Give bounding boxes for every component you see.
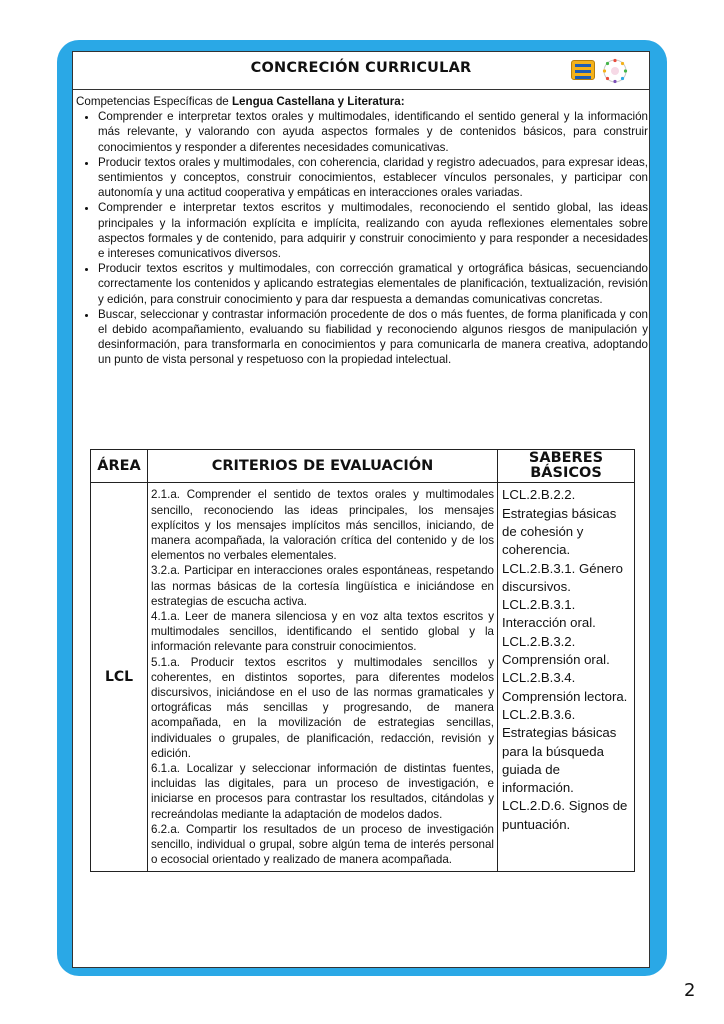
area-cell: LCL xyxy=(91,483,148,872)
list-item: • Buscar, seleccionar y contrastar información procedente de dos o más fuentes, de forma planificada y con el debido acompañamiento, evaluando su fiabilidad y reconociendo algunos riesgos de manipulación y desinformación, para transformarla en conocimientos y para comunicarla de manera creativa, adoptando un punto de vista personal y respetuoso con la propiedad intelectual. xyxy=(98,307,648,368)
saber-item: LCL.2.D.6. Signos de puntuación. xyxy=(502,798,628,832)
competencies-intro xyxy=(76,94,648,109)
table-row xyxy=(91,483,635,872)
header-saberes: SABERES BÁSICOS xyxy=(498,450,635,483)
saber-item: LCL.2.B.3.1. Interacción oral. xyxy=(502,597,596,631)
list-item: • Comprender e interpretar textos escritos y multimodales, reconociendo el sentido global, las ideas principales y la información explícita e implícita, realizando con ayuda reflexiones elementales sobre aspectos formales y de contenido, para adquirir y construir conocimiento y para responder a necesidades e intereses comunicativos diversos. xyxy=(98,200,648,261)
list-item: • Producir textos escritos y multimodales, con corrección gramatical y ortográfica básicas, secuenciando correctamente los contenidos y aplicando estrategias elementales de planificación, textualización, revisión y edición, para construir conocimiento y para dar respuesta a demandas comunicativas concretas. xyxy=(98,261,648,307)
intro-subject: Lengua Castellana y Literatura: xyxy=(231,95,405,108)
saber-item: LCL.2.B.2.2. Estrategias básicas de cohesión y coherencia. xyxy=(502,487,617,558)
criterion-item: 4.1.a. Leer de manera silenciosa y en voz alta textos escritos y multimodales sencillos, identificando el sentido global y la información relevante para construir conocimientos. xyxy=(151,610,494,654)
page-number: 2 xyxy=(684,980,696,1001)
saber-item: LCL.2.B.3.2. Comprensión oral. xyxy=(502,633,610,668)
criteria-table xyxy=(90,449,635,872)
criterion-item: 6.1.a. Localizar y seleccionar información de distintas fuentes, incluidas las digitales, para un proceso de investigación, e iniciarse en procesos para contrastar los resultados, citándolas y recreándolas mediante la adaptación de modelos dados. xyxy=(151,762,494,821)
page-title: CONCRECIÓN CURRICULAR xyxy=(250,60,472,76)
criterion-item: 5.1.a. Producir textos escritos y multimodales sencillos y coherentes, en distintos soportes, para diferentes modelos discursivos, iniciándose en el uso de las normas gramaticales y ortográficas más sencillas y progresando, de manera acompañada, en la movilización de estrategias sencillas, individuales o grupales, de planificación, redacción, revisión y edición. xyxy=(151,655,494,760)
list-item: • Producir textos orales y multimodales, con coherencia, claridad y registro adecuados, para expresar ideas, sentimientos y conceptos, construir conocimientos, establecer vínculos personales, y participar con autonomía y una actitud cooperativa y empáticas en interacciones orales variadas. xyxy=(98,155,648,201)
competencies-section xyxy=(76,94,648,368)
competencies-list xyxy=(76,109,648,367)
criterion-item: 2.1.a. Comprender el sentido de textos orales y multimodales sencillo, reconociendo las ideas principales, los mensajes explícitos y los mensajes implícitos más sencillos, iniciando, de manera acompañada, la valoración crítica del contenido y de los elementos no verbales elementales. xyxy=(151,488,494,563)
saber-item: LCL.2.B.3.6. Estrategias básicas para la búsqueda guiada de información. xyxy=(502,706,617,796)
intro-prefix: Competencias Específicas de xyxy=(76,95,232,108)
saber-item: LCL.2.B.3.1. Género discursivos. xyxy=(502,560,623,594)
criterion-item: 3.2.a. Participar en interacciones orales espontáneas, respetando las normas básicas de la cortesía lingüística e iniciándose en estrategias de escucha activa. xyxy=(151,564,494,608)
header-bar xyxy=(73,52,649,90)
header-criteria: CRITERIOS DE EVALUACIÓN xyxy=(148,450,498,483)
criterion-item: 6.2.a. Compartir los resultados de un proceso de investigación sencillo, individual o grupal, sobre algún tema de interés personal o ecosocial orientado y realizado de manera acompañada. xyxy=(151,822,494,867)
list-item: • Comprender e interpretar textos orales y multimodales, identificando el sentido general y la información más relevante, y valorando con ayuda aspectos formales y de contenidos básicos, para construir conocimientos y responder a diferentes necesidades comunicativas. xyxy=(98,109,648,155)
saber-item: LCL.2.B.3.4. Comprensión lectora. xyxy=(502,670,628,704)
header-area: ÁREA xyxy=(91,450,148,483)
circle-logo-icon xyxy=(601,57,629,85)
saberes-cell xyxy=(498,483,635,872)
brand-logo-icon xyxy=(571,60,595,80)
criteria-cell xyxy=(148,483,498,872)
document-sheet xyxy=(72,51,650,968)
table-header-row xyxy=(91,450,635,483)
